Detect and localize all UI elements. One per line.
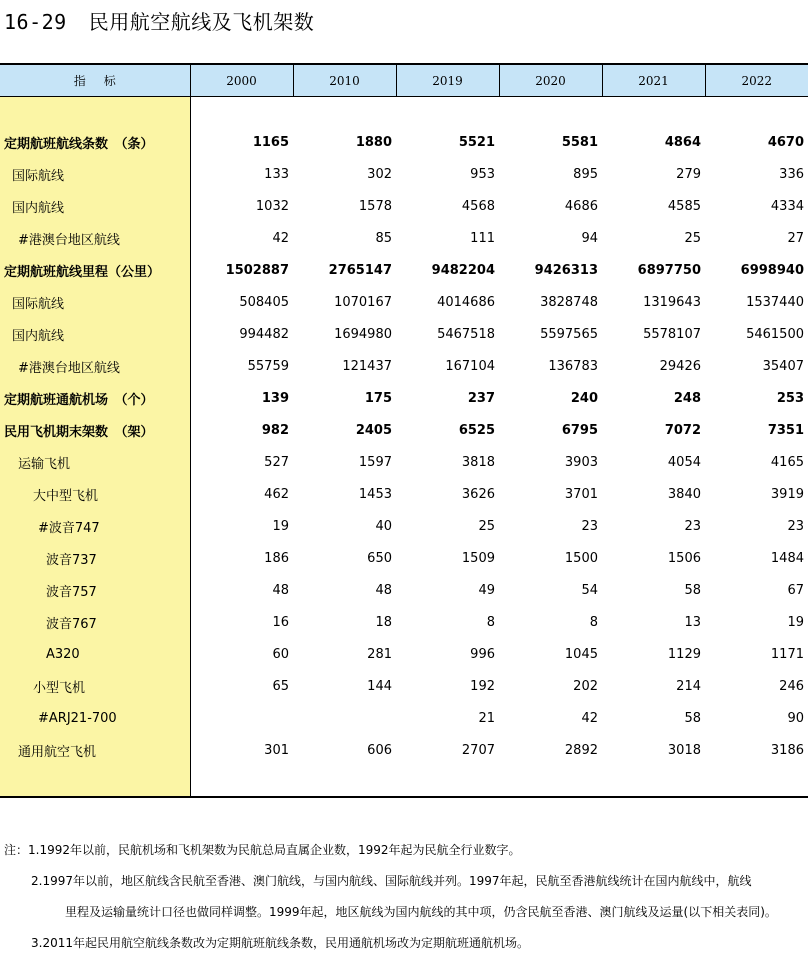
row-label: 波音737 bbox=[0, 542, 190, 574]
value-cell: 1597 bbox=[358, 454, 392, 470]
table-row bbox=[0, 318, 808, 350]
value-cell: 240 bbox=[570, 390, 598, 406]
value-cell: 7072 bbox=[664, 422, 701, 438]
value-cell bbox=[190, 702, 293, 734]
value-cell: 29426 bbox=[659, 358, 701, 374]
row-label: #波音747 bbox=[0, 510, 190, 542]
header-year: 2010 bbox=[293, 64, 396, 97]
value-cell: 25 bbox=[684, 230, 701, 246]
table-body bbox=[0, 97, 808, 798]
footnotes bbox=[0, 835, 808, 959]
value-cell: 6998940 bbox=[740, 262, 804, 278]
table-row bbox=[0, 542, 808, 574]
value-cell: 248 bbox=[673, 390, 701, 406]
spacer-cell bbox=[190, 766, 293, 797]
spacer-cell bbox=[499, 766, 602, 797]
page-title bbox=[4, 6, 314, 35]
header-year: 2022 bbox=[705, 64, 808, 97]
header-year: 2020 bbox=[499, 64, 602, 97]
value-cell: 5597565 bbox=[540, 326, 598, 342]
data-table bbox=[0, 63, 808, 798]
row-label: 国际航线 bbox=[0, 286, 190, 318]
value-cell: 1453 bbox=[358, 486, 392, 502]
value-cell: 1880 bbox=[355, 134, 392, 150]
row-label: 波音757 bbox=[0, 574, 190, 606]
header-indicator: 指标 bbox=[0, 64, 190, 97]
value-cell: 144 bbox=[367, 678, 392, 694]
row-label: 民用飞机期末架数 （架） bbox=[0, 414, 190, 446]
spacer-cell bbox=[293, 766, 396, 797]
value-cell: 1129 bbox=[667, 646, 701, 662]
value-cell: 4334 bbox=[770, 198, 804, 214]
value-cell: 1578 bbox=[358, 198, 392, 214]
value-cell: 1032 bbox=[255, 198, 289, 214]
value-cell: 246 bbox=[779, 678, 804, 694]
value-cell: 2707 bbox=[461, 742, 495, 758]
value-cell: 895 bbox=[573, 166, 598, 182]
spacer-row bbox=[0, 766, 808, 797]
table-row bbox=[0, 254, 808, 286]
spacer-cell bbox=[602, 766, 705, 797]
row-label: #ARJ21-700 bbox=[0, 702, 190, 734]
value-cell: 301 bbox=[264, 742, 289, 758]
table-row bbox=[0, 446, 808, 478]
value-cell: 5578107 bbox=[643, 326, 701, 342]
value-cell: 4014686 bbox=[437, 294, 495, 310]
table-row bbox=[0, 510, 808, 542]
table-number: 16-29 bbox=[4, 10, 67, 34]
value-cell: 1537440 bbox=[746, 294, 804, 310]
row-label: 定期航班航线里程（公里） bbox=[0, 254, 190, 286]
value-cell: 3919 bbox=[770, 486, 804, 502]
value-cell: 508405 bbox=[239, 294, 289, 310]
row-label: 国际航线 bbox=[0, 158, 190, 190]
value-cell: 58 bbox=[684, 582, 701, 598]
value-cell: 23 bbox=[684, 518, 701, 534]
value-cell: 60 bbox=[272, 646, 289, 662]
value-cell: 6897750 bbox=[637, 262, 701, 278]
value-cell: 90 bbox=[787, 710, 804, 726]
spacer-cell bbox=[293, 97, 396, 127]
table-row bbox=[0, 702, 808, 734]
value-cell: 25 bbox=[478, 518, 495, 534]
value-cell: 462 bbox=[264, 486, 289, 502]
footnote-2: 2.1997年以前，地区航线含民航至香港、澳门航线，与国内航线、国际航线并列。1997年起，民航至香港航线统计在国内航线中，航线 bbox=[31, 874, 752, 888]
header-year: 2019 bbox=[396, 64, 499, 97]
table-row bbox=[0, 478, 808, 510]
value-cell: 8 bbox=[589, 614, 598, 630]
value-cell: 48 bbox=[272, 582, 289, 598]
value-cell: 49 bbox=[478, 582, 495, 598]
value-cell: 3818 bbox=[461, 454, 495, 470]
value-cell: 13 bbox=[684, 614, 701, 630]
row-label: 波音767 bbox=[0, 606, 190, 638]
table-row bbox=[0, 222, 808, 254]
spacer-cell bbox=[705, 766, 808, 797]
spacer-cell bbox=[602, 97, 705, 127]
value-cell: 111 bbox=[470, 230, 495, 246]
value-cell bbox=[293, 702, 396, 734]
value-cell: 3701 bbox=[564, 486, 598, 502]
value-cell: 16 bbox=[272, 614, 289, 630]
spacer-cell bbox=[0, 97, 190, 127]
spacer-cell bbox=[0, 766, 190, 797]
value-cell: 58 bbox=[684, 710, 701, 726]
row-label: #港澳台地区航线 bbox=[0, 350, 190, 382]
value-cell: 5521 bbox=[458, 134, 495, 150]
table-row bbox=[0, 414, 808, 446]
value-cell: 136783 bbox=[548, 358, 598, 374]
row-label: 定期航班航线条数 （条） bbox=[0, 126, 190, 158]
value-cell: 186 bbox=[264, 550, 289, 566]
value-cell: 1502887 bbox=[225, 262, 289, 278]
value-cell: 19 bbox=[272, 518, 289, 534]
value-cell: 3186 bbox=[770, 742, 804, 758]
value-cell: 1070167 bbox=[334, 294, 392, 310]
value-cell: 1165 bbox=[252, 134, 289, 150]
table-row bbox=[0, 126, 808, 158]
value-cell: 42 bbox=[272, 230, 289, 246]
value-cell: 4054 bbox=[667, 454, 701, 470]
value-cell: 996 bbox=[470, 646, 495, 662]
value-cell: 1319643 bbox=[643, 294, 701, 310]
value-cell: 21 bbox=[478, 710, 495, 726]
header-year: 2021 bbox=[602, 64, 705, 97]
value-cell: 3626 bbox=[461, 486, 495, 502]
value-cell: 5581 bbox=[561, 134, 598, 150]
value-cell: 139 bbox=[261, 390, 289, 406]
value-cell: 9426313 bbox=[534, 262, 598, 278]
spacer-cell bbox=[499, 97, 602, 127]
row-label: 小型飞机 bbox=[0, 670, 190, 702]
value-cell: 48 bbox=[375, 582, 392, 598]
value-cell: 4686 bbox=[564, 198, 598, 214]
spacer-cell bbox=[396, 766, 499, 797]
value-cell: 27 bbox=[787, 230, 804, 246]
value-cell: 4864 bbox=[664, 134, 701, 150]
value-cell: 3828748 bbox=[540, 294, 598, 310]
value-cell: 994482 bbox=[239, 326, 289, 342]
value-cell: 175 bbox=[364, 390, 392, 406]
row-label: 国内航线 bbox=[0, 318, 190, 350]
value-cell: 4568 bbox=[461, 198, 495, 214]
value-cell: 35407 bbox=[762, 358, 804, 374]
value-cell: 23 bbox=[581, 518, 598, 534]
footnote-3: 3.2011年起民用航空航线条数改为定期航班航线条数，民用通航机场改为定期航班通航机场。 bbox=[31, 936, 529, 950]
value-cell: 253 bbox=[776, 390, 804, 406]
value-cell: 279 bbox=[676, 166, 701, 182]
spacer-cell bbox=[705, 97, 808, 127]
value-cell: 953 bbox=[470, 166, 495, 182]
value-cell: 1694980 bbox=[334, 326, 392, 342]
value-cell: 167104 bbox=[445, 358, 495, 374]
table-row bbox=[0, 190, 808, 222]
value-cell: 2892 bbox=[564, 742, 598, 758]
value-cell: 121437 bbox=[342, 358, 392, 374]
table-row bbox=[0, 382, 808, 414]
value-cell: 2765147 bbox=[328, 262, 392, 278]
value-cell: 281 bbox=[367, 646, 392, 662]
value-cell: 982 bbox=[261, 422, 289, 438]
value-cell: 18 bbox=[375, 614, 392, 630]
value-cell: 54 bbox=[581, 582, 598, 598]
header-year: 2000 bbox=[190, 64, 293, 97]
value-cell: 2405 bbox=[355, 422, 392, 438]
table-title: 民用航空航线及飞机架数 bbox=[88, 10, 315, 34]
value-cell: 650 bbox=[367, 550, 392, 566]
value-cell: 237 bbox=[467, 390, 495, 406]
row-label: 国内航线 bbox=[0, 190, 190, 222]
footnote-2-continued: 里程及运输量统计口径也做同样调整。1999年起，地区航线为国内航线的其中项，仍含民航至香港、澳门航线及运量(以下相关表同)。 bbox=[65, 905, 777, 919]
value-cell: 1509 bbox=[461, 550, 495, 566]
value-cell: 1506 bbox=[667, 550, 701, 566]
value-cell: 19 bbox=[787, 614, 804, 630]
value-cell: 4165 bbox=[770, 454, 804, 470]
value-cell: 4585 bbox=[667, 198, 701, 214]
table-row bbox=[0, 638, 808, 670]
value-cell: 192 bbox=[470, 678, 495, 694]
value-cell: 527 bbox=[264, 454, 289, 470]
value-cell: 9482204 bbox=[431, 262, 495, 278]
row-label: 通用航空飞机 bbox=[0, 734, 190, 766]
value-cell: 1484 bbox=[770, 550, 804, 566]
footnote-1: 注：1.1992年以前，民航机场和飞机架数为民航总局直属企业数，1992年起为民航全行业数字。 bbox=[4, 843, 521, 857]
row-label: 运输飞机 bbox=[0, 446, 190, 478]
value-cell: 67 bbox=[787, 582, 804, 598]
value-cell: 85 bbox=[375, 230, 392, 246]
value-cell: 6795 bbox=[561, 422, 598, 438]
table-row bbox=[0, 606, 808, 638]
value-cell: 42 bbox=[581, 710, 598, 726]
value-cell: 606 bbox=[367, 742, 392, 758]
value-cell: 336 bbox=[779, 166, 804, 182]
value-cell: 65 bbox=[272, 678, 289, 694]
spacer-cell bbox=[396, 97, 499, 127]
spacer-row bbox=[0, 97, 808, 127]
value-cell: 133 bbox=[264, 166, 289, 182]
row-label: 定期航班通航机场 （个） bbox=[0, 382, 190, 414]
value-cell: 202 bbox=[573, 678, 598, 694]
value-cell: 6525 bbox=[458, 422, 495, 438]
value-cell: 1045 bbox=[564, 646, 598, 662]
value-cell: 1500 bbox=[564, 550, 598, 566]
value-cell: 4670 bbox=[767, 134, 804, 150]
row-label: #港澳台地区航线 bbox=[0, 222, 190, 254]
table-row bbox=[0, 734, 808, 766]
value-cell: 8 bbox=[486, 614, 495, 630]
value-cell: 3903 bbox=[564, 454, 598, 470]
value-cell: 94 bbox=[581, 230, 598, 246]
value-cell: 214 bbox=[676, 678, 701, 694]
table-row bbox=[0, 350, 808, 382]
table-row bbox=[0, 670, 808, 702]
row-label: 大中型飞机 bbox=[0, 478, 190, 510]
table-row bbox=[0, 158, 808, 190]
value-cell: 40 bbox=[375, 518, 392, 534]
spacer-cell bbox=[190, 97, 293, 127]
value-cell: 7351 bbox=[767, 422, 804, 438]
value-cell: 5461500 bbox=[746, 326, 804, 342]
value-cell: 23 bbox=[787, 518, 804, 534]
header-row bbox=[0, 64, 808, 97]
value-cell: 3840 bbox=[667, 486, 701, 502]
value-cell: 1171 bbox=[770, 646, 804, 662]
row-label: A320 bbox=[0, 638, 190, 670]
table-row bbox=[0, 574, 808, 606]
value-cell: 5467518 bbox=[437, 326, 495, 342]
value-cell: 3018 bbox=[667, 742, 701, 758]
table-row bbox=[0, 286, 808, 318]
value-cell: 55759 bbox=[247, 358, 289, 374]
value-cell: 302 bbox=[367, 166, 392, 182]
